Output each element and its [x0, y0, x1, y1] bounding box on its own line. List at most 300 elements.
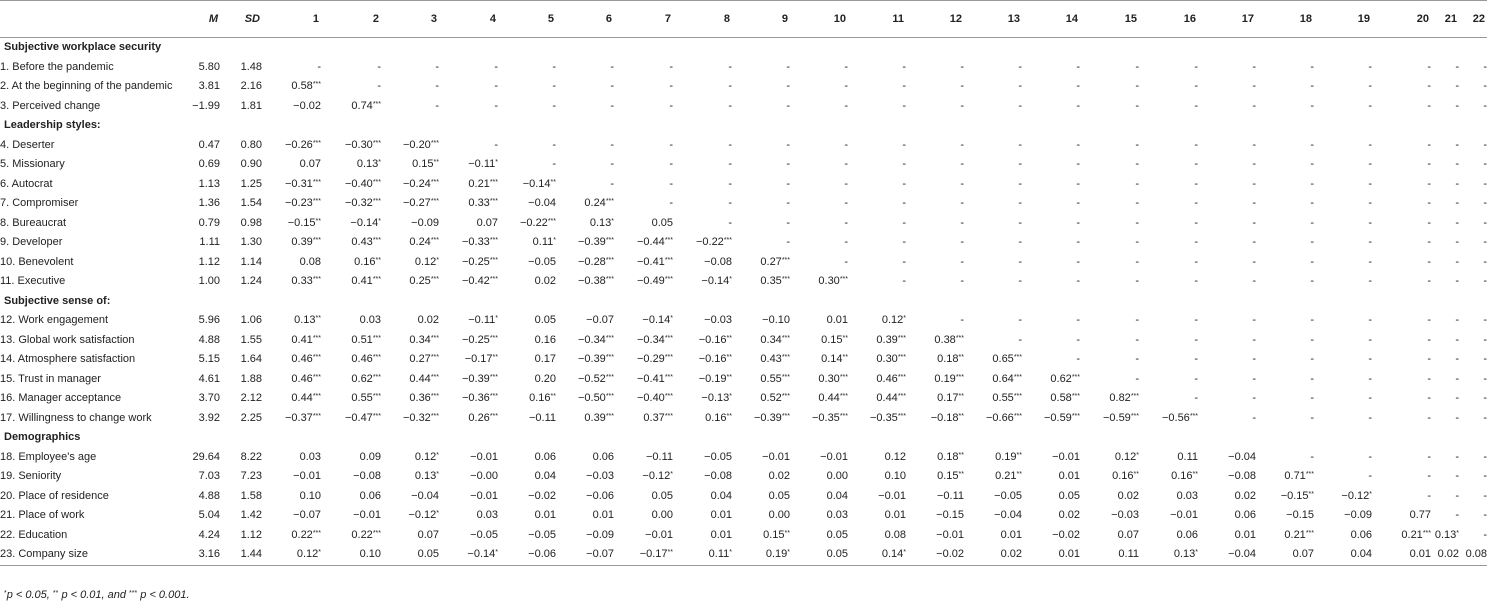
table-row [0, 253, 1487, 273]
significance-marker: ** [492, 354, 498, 361]
significance-marker: * [670, 315, 673, 322]
table-cell: −0.19** [698, 372, 732, 385]
table-row [0, 370, 1487, 390]
significance-marker: *** [664, 256, 673, 264]
table-cell: −0.05 [704, 450, 732, 463]
table-cell: - [1252, 333, 1256, 346]
table-cell: - [669, 138, 673, 151]
table-cell: 0.24*** [409, 236, 439, 248]
table-cell: −0.09 [1344, 509, 1372, 521]
significance-marker: ** [1192, 471, 1198, 478]
table-cell: - [377, 60, 381, 73]
table-cell: 0.80 [240, 138, 262, 151]
table-cell: - [1368, 411, 1372, 424]
table-cell: - [610, 80, 614, 92]
table-cell: 0.06 [534, 450, 556, 463]
significance-marker: *** [430, 373, 439, 381]
table-cell: 0.15** [821, 333, 848, 346]
table-cell: −0.02 [293, 99, 321, 112]
significance-marker: ** [550, 178, 556, 186]
row-label: 6. Autocrat [0, 177, 53, 190]
footnote-p001: p < 0.001. [140, 589, 190, 601]
table-cell: 0.13* [1139, 545, 1198, 565]
table-cell: - [1455, 353, 1459, 365]
significance-marker: * [903, 315, 906, 322]
table-cell: 0.14* [848, 545, 906, 565]
table-cell: - [902, 255, 906, 268]
table-cell: - [1252, 353, 1256, 365]
table-cell: - [1076, 60, 1080, 73]
significance-marker: *** [664, 276, 673, 283]
table-cell: 4.88 [198, 333, 220, 346]
section-header-row [0, 38, 1487, 58]
table-cell: - [1252, 158, 1256, 170]
section-title: Subjective workplace security [4, 41, 162, 53]
table-cell: - [1455, 392, 1459, 404]
table-cell: −0.01 [353, 509, 381, 521]
table-row [0, 97, 1487, 117]
table-cell: 0.16 [534, 333, 556, 346]
table-row [0, 526, 1487, 546]
table-cell: 0.08 [299, 255, 321, 268]
table-cell: - [1483, 158, 1487, 170]
table-cell: - [1194, 392, 1198, 404]
table-cell: 0.38*** [934, 333, 964, 346]
table-cell: 0.16** [529, 392, 556, 404]
table-cell: - [902, 158, 906, 170]
table-cell: 0.01 [1372, 545, 1431, 565]
significance-marker: * [436, 510, 439, 517]
table-cell: 2.25 [240, 411, 262, 424]
table-row [0, 350, 1487, 370]
table-row [0, 194, 1487, 214]
significance-marker: *** [664, 373, 673, 381]
table-cell: −0.00 [470, 470, 498, 482]
table-cell: - [1310, 255, 1314, 268]
table-cell: −0.01 [645, 528, 673, 541]
significance-marker: *** [1013, 393, 1022, 400]
table-cell: - [728, 60, 732, 73]
table-cell: - [1076, 353, 1080, 365]
table-cell: - [1483, 236, 1487, 248]
table-cell: - [1483, 392, 1487, 404]
table-cell: - [960, 236, 964, 248]
table-cell: 0.41*** [351, 275, 381, 287]
table-cell: - [902, 275, 906, 287]
header-cell: 3 [381, 1, 439, 38]
table-cell: - [786, 236, 790, 248]
table-cell: −0.14** [522, 177, 556, 190]
table-cell: −0.12* [642, 470, 673, 482]
table-cell: - [1310, 99, 1314, 112]
table-cell: - [1194, 80, 1198, 92]
table-cell: −0.37*** [284, 411, 321, 424]
table-cell: 0.55*** [351, 392, 381, 404]
significance-marker: *** [781, 354, 790, 361]
table-cell: 1.42 [240, 509, 262, 521]
significance-marker: ** [375, 256, 381, 264]
table-cell: 0.98 [240, 216, 262, 229]
table-cell: −0.30*** [344, 138, 381, 151]
table-cell: 0.55*** [992, 392, 1022, 404]
significance-marker: ** [726, 373, 732, 381]
table-cell: - [1427, 275, 1431, 287]
table-cell: 0.16** [1171, 470, 1198, 482]
table-cell: 0.39*** [876, 333, 906, 346]
significance-marker: * [729, 276, 732, 283]
significance-marker: *** [312, 178, 321, 186]
table-cell: 0.46*** [876, 372, 906, 385]
table-cell: - [1310, 372, 1314, 385]
significance-marker: * [787, 549, 790, 556]
table-cell: - [1427, 138, 1431, 151]
footnote-sig3: *** [129, 590, 138, 597]
section-header-row [0, 292, 1487, 312]
table-cell: 0.13* [1434, 528, 1459, 541]
table-cell: −0.41*** [636, 255, 673, 268]
row-label: 4. Deserter [0, 138, 55, 151]
table-cell: 0.05 [534, 314, 556, 326]
table-cell: - [610, 158, 614, 170]
table-cell: - [1427, 314, 1431, 326]
table-cell: −0.41*** [636, 372, 673, 385]
table-cell: - [1018, 158, 1022, 170]
table-cell: 0.24*** [584, 197, 614, 209]
table-cell: - [1076, 333, 1080, 346]
significance-marker: ** [958, 471, 964, 478]
table-cell: - [552, 158, 556, 170]
table-cell: −0.10 [762, 314, 790, 326]
table-cell: −0.16** [698, 353, 732, 365]
significance-marker: *** [430, 139, 439, 147]
table-cell: 0.43*** [351, 236, 381, 248]
table-cell: - [1368, 450, 1372, 463]
table-cell: 0.02 [534, 275, 556, 287]
table-cell: −0.20*** [402, 138, 439, 151]
table-row [0, 214, 1487, 234]
table-cell: 0.21*** [468, 177, 498, 190]
table-cell: 0.01 [884, 509, 906, 521]
table-cell: 0.01 [710, 509, 732, 521]
table-cell: - [844, 255, 848, 268]
table-cell: - [1018, 60, 1022, 73]
table-cell: - [960, 99, 964, 112]
significance-marker: * [1136, 451, 1139, 459]
row-label: 1. Before the pandemic [0, 60, 114, 73]
significance-marker: *** [897, 373, 906, 381]
table-cell: 0.64*** [992, 372, 1022, 385]
table-cell: −0.14* [642, 314, 673, 326]
table-row [0, 545, 1487, 565]
table-cell: - [1194, 60, 1198, 73]
table-cell: 0.79 [198, 216, 220, 229]
significance-marker: *** [1013, 354, 1022, 361]
table-cell: - [786, 138, 790, 151]
significance-marker: ** [726, 354, 732, 361]
table-cell: −0.15 [936, 509, 964, 521]
table-cell: - [902, 236, 906, 248]
table-cell: - [902, 216, 906, 229]
table-cell: −0.05 [470, 528, 498, 541]
table-cell: −0.11 [936, 489, 964, 502]
significance-marker: *** [430, 334, 439, 342]
table-cell: 0.52*** [760, 392, 790, 404]
table-cell: - [669, 177, 673, 190]
significance-marker: ** [667, 549, 673, 556]
table-cell: - [1483, 275, 1487, 287]
table-cell: −0.08 [353, 470, 381, 482]
table-cell: −0.07 [293, 509, 321, 521]
table-cell: −0.14* [701, 275, 732, 287]
table-cell: 0.03 [359, 314, 381, 326]
table-cell: - [1368, 236, 1372, 248]
table-cell: 0.11 [1177, 450, 1198, 463]
header-cell: M [179, 1, 220, 38]
significance-marker: *** [430, 393, 439, 400]
table-cell: - [1076, 177, 1080, 190]
table-cell: 0.14** [821, 353, 848, 365]
table-cell: 0.07 [299, 158, 321, 170]
table-cell: - [610, 99, 614, 112]
table-cell: 4.61 [198, 372, 220, 385]
table-cell: 0.51*** [351, 333, 381, 346]
table-cell: 0.35*** [760, 275, 790, 287]
table-cell: - [669, 60, 673, 73]
row-label: 8. Bureaucrat [0, 216, 67, 229]
table-cell: - [1455, 197, 1459, 209]
table-cell: 0.15** [763, 528, 790, 541]
table-cell: −0.02 [528, 489, 556, 502]
table-cell: - [1076, 80, 1080, 92]
table-cell: - [1076, 314, 1080, 326]
table-cell: - [728, 99, 732, 112]
table-cell: 0.00 [826, 470, 848, 482]
table-cell: - [1135, 255, 1139, 268]
table-cell: −0.08 [1228, 470, 1256, 482]
table-cell: 0.39*** [291, 236, 321, 248]
header-cell: 17 [1198, 1, 1256, 38]
table-cell: - [1427, 411, 1431, 424]
table-cell: - [1427, 255, 1431, 268]
significance-marker: *** [605, 198, 614, 205]
table-cell: - [1194, 255, 1198, 268]
table-cell: 1.55 [240, 333, 262, 346]
significance-marker: *** [372, 276, 381, 283]
table-cell: - [1483, 60, 1487, 73]
significance-marker: *** [664, 412, 673, 420]
header-cell: 6 [556, 1, 614, 38]
table-cell: −0.26*** [284, 138, 321, 151]
table-cell: −0.22*** [519, 216, 556, 229]
table-cell: - [1135, 216, 1139, 229]
table-cell: 0.02 [1431, 545, 1459, 565]
table-cell: 0.22*** [291, 528, 321, 541]
table-cell: 0.01 [1022, 545, 1080, 565]
significance-marker: *** [605, 276, 614, 283]
table-cell: −0.34*** [577, 333, 614, 346]
table-cell: 0.30*** [876, 353, 906, 365]
table-cell: 1.88 [240, 372, 262, 385]
table-cell: 1.11 [199, 236, 220, 248]
table-cell: - [728, 216, 732, 229]
table-cell: - [1310, 392, 1314, 404]
table-row [0, 448, 1487, 468]
significance-marker: *** [605, 412, 614, 420]
table-cell: - [1455, 333, 1459, 346]
table-cell: - [1483, 509, 1487, 521]
table-cell: −0.01 [470, 489, 498, 502]
significance-marker: * [670, 471, 673, 478]
table-cell: −0.59*** [1043, 411, 1080, 424]
table-cell: −0.01 [820, 450, 848, 463]
table-cell: 0.11* [673, 545, 732, 565]
header-cell: 10 [790, 1, 848, 38]
table-cell: - [1483, 353, 1487, 365]
table-cell: 0.74*** [351, 99, 381, 112]
table-cell: −0.11* [468, 314, 498, 326]
table-cell: 0.01 [534, 509, 556, 521]
table-cell: −0.35*** [869, 411, 906, 424]
table-cell: 0.25*** [409, 275, 439, 287]
table-cell: - [1252, 138, 1256, 151]
table-cell: - [902, 99, 906, 112]
table-cell: - [1427, 372, 1431, 385]
table-cell: - [1252, 99, 1256, 112]
row-label: 12. Work engagement [0, 314, 109, 326]
table-cell: - [728, 197, 732, 209]
table-cell: - [435, 80, 439, 92]
significance-marker: *** [1071, 412, 1080, 420]
table-cell: 29.64 [192, 450, 220, 463]
table-cell: - [1455, 60, 1459, 73]
table-cell: - [1427, 99, 1431, 112]
table-cell: - [1194, 138, 1198, 151]
table-cell: 0.11 [1080, 545, 1139, 565]
table-cell: - [1252, 255, 1256, 268]
table-cell: - [1310, 275, 1314, 287]
table-cell: 0.16** [1112, 470, 1139, 482]
table-cell: −0.11* [468, 158, 498, 170]
significance-marker: *** [372, 354, 381, 361]
significance-marker: *** [312, 412, 321, 420]
table-cell: - [1135, 138, 1139, 151]
table-cell: −1.99 [192, 99, 220, 112]
table-cell: 3.81 [198, 80, 220, 92]
table-cell: - [786, 197, 790, 209]
significance-marker: *** [489, 237, 498, 244]
table-cell: - [960, 158, 964, 170]
table-cell: - [552, 138, 556, 151]
significance-marker: * [729, 549, 732, 556]
table-cell: - [960, 177, 964, 190]
table-cell: 0.47 [198, 138, 220, 151]
table-cell: −0.39*** [461, 372, 498, 385]
table-cell: 0.44*** [409, 372, 439, 385]
table-cell: 0.30*** [818, 372, 848, 385]
significance-marker: *** [897, 334, 906, 342]
table-cell: 0.01 [1234, 528, 1256, 541]
significance-marker: *** [781, 373, 790, 381]
table-cell: - [1427, 353, 1431, 365]
table-cell: −0.42*** [461, 275, 498, 287]
table-cell: - [1368, 392, 1372, 404]
table-cell: - [1427, 158, 1431, 170]
table-cell: - [1310, 411, 1314, 424]
table-cell: −0.07 [556, 545, 614, 565]
table-cell: 0.03 [476, 509, 498, 521]
table-cell: −0.01 [936, 528, 964, 541]
significance-marker: *** [955, 334, 964, 342]
table-cell: - [1483, 99, 1487, 112]
table-row [0, 136, 1487, 156]
table-cell: - [1483, 333, 1487, 346]
header-cell: 7 [614, 1, 673, 38]
table-cell: −0.12* [408, 509, 439, 521]
significance-marker: *** [839, 373, 848, 381]
significance-marker: *** [781, 334, 790, 342]
significance-marker: *** [605, 237, 614, 244]
table-cell: - [1076, 236, 1080, 248]
row-label: 7. Compromiser [0, 197, 79, 209]
section-title: Demographics [4, 431, 81, 443]
table-cell: - [1368, 80, 1372, 92]
table-cell: −0.31*** [284, 177, 321, 190]
table-cell: - [902, 60, 906, 73]
table-cell: 0.05 [826, 528, 848, 541]
table-cell: 1.58 [240, 489, 262, 502]
table-cell: −0.47*** [344, 411, 381, 424]
table-cell: - [1194, 314, 1198, 326]
table-cell: - [960, 216, 964, 229]
significance-marker: *** [430, 412, 439, 420]
table-cell: −0.05 [528, 528, 556, 541]
table-cell: −0.39*** [577, 353, 614, 365]
significance-marker: *** [489, 178, 498, 186]
table-cell: 0.33*** [468, 197, 498, 209]
table-cell: −0.04 [1228, 450, 1256, 463]
table-cell: - [1076, 197, 1080, 209]
significance-marker: ** [842, 354, 848, 361]
significance-marker: * [436, 451, 439, 459]
table-row [0, 77, 1487, 97]
table-cell: 0.58*** [291, 80, 321, 92]
significance-marker: *** [372, 100, 381, 108]
significance-marker: *** [605, 373, 614, 381]
significance-marker: *** [312, 198, 321, 205]
table-cell: - [786, 216, 790, 229]
header-cell: 15 [1080, 1, 1139, 38]
table-cell: - [844, 236, 848, 248]
significance-marker: *** [1071, 393, 1080, 400]
significance-marker: *** [430, 354, 439, 361]
table-cell: - [1018, 255, 1022, 268]
header-cell: 21 [1431, 1, 1459, 38]
table-cell: 0.02 [964, 545, 1022, 565]
table-cell: - [1427, 470, 1431, 482]
table-cell: −0.05 [528, 255, 556, 268]
significance-marker: *** [430, 178, 439, 186]
table-cell: −0.29*** [636, 353, 673, 365]
table-cell: - [1368, 333, 1372, 346]
significance-marker: ** [726, 334, 732, 342]
table-row [0, 506, 1487, 526]
table-cell: - [1455, 80, 1459, 92]
table-cell: 3.70 [198, 392, 220, 404]
table-cell: 1.44 [220, 545, 262, 565]
table-cell: 0.71*** [1284, 470, 1314, 482]
significance-marker: *** [372, 529, 381, 537]
table-cell: - [1194, 333, 1198, 346]
